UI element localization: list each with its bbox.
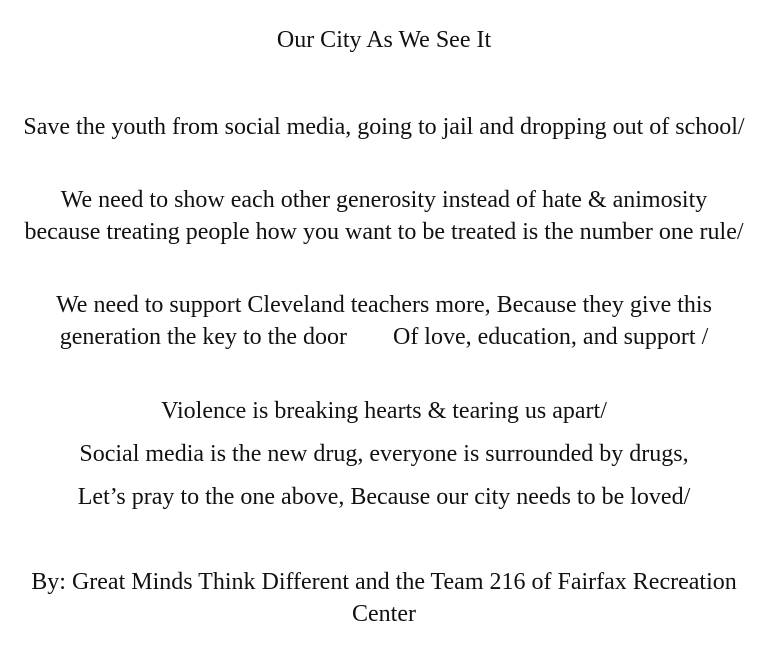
- line-6: Let’s pray to the one above, Because our city needs to be loved/: [77, 484, 691, 510]
- line-5: Social media is the new drug, everyone is surrounded by drugs,: [79, 441, 689, 467]
- document-title: Our City As We See It: [276, 27, 492, 53]
- line-4: Violence is breaking hearts & tearing us apart/: [161, 398, 607, 424]
- line-2: We need to show each other generosity instead of hate & animosity because treating people how you want to be treated is the number one rule/: [24, 187, 744, 245]
- byline: By: Great Minds Think Different and the Team 216 of Fairfax Recreation Center: [31, 569, 737, 627]
- line-1: Save the youth from social media, going to jail and dropping out of school/: [23, 114, 745, 140]
- line-3-part-1: We need to support Cleveland teachers more, Because they give this generation the key to the door: [56, 292, 712, 350]
- line-3-part-2: Of love, education, and support /: [392, 324, 709, 350]
- line-3: [20, 289, 748, 353]
